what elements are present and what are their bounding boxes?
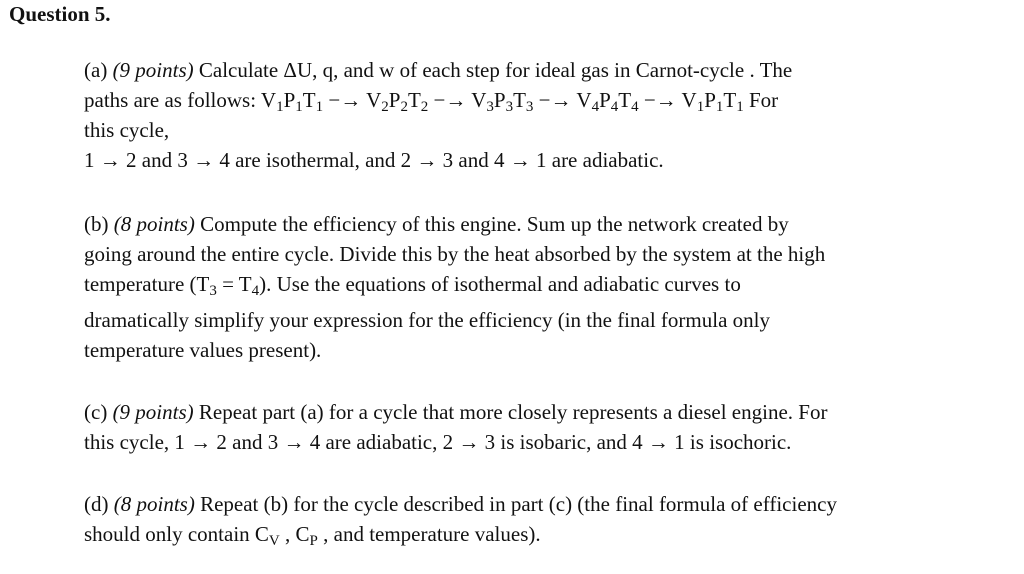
part-d-line-2-pre: should only contain C bbox=[84, 522, 269, 546]
state-variable: V bbox=[260, 88, 277, 112]
state-subscript: 1 bbox=[276, 99, 284, 115]
state-variable: V bbox=[471, 88, 487, 112]
part-a-line-1 bbox=[84, 55, 999, 85]
part-c bbox=[84, 397, 999, 457]
part-b-line-5: temperature values present). bbox=[84, 338, 322, 362]
arrow-icon: −→ bbox=[638, 88, 682, 112]
state-1 bbox=[260, 88, 324, 115]
part-d-line-2-post: , and temperature values). bbox=[317, 522, 541, 546]
state-subscript: 4 bbox=[591, 99, 600, 115]
state-variable: V bbox=[681, 88, 697, 112]
arrow-icon: −→ bbox=[323, 88, 367, 112]
carnot-path bbox=[260, 88, 744, 115]
state-subscript: 1 bbox=[315, 99, 324, 115]
part-b-line-4: dramatically simplify your expression for the efficiency (in the final formula only bbox=[84, 308, 770, 332]
part-b-points: (8 points) bbox=[113, 212, 195, 236]
question-title: Question 5. bbox=[9, 2, 111, 26]
cp-subscript: P bbox=[309, 533, 318, 549]
part-d-line-2-mid: , C bbox=[279, 522, 310, 546]
part-c-label: (c) bbox=[84, 400, 108, 424]
arrow-icon: −→ bbox=[533, 88, 577, 112]
part-a-line-3: this cycle, bbox=[84, 118, 170, 142]
part-d-line-2 bbox=[84, 519, 999, 549]
part-b-line-1 bbox=[84, 209, 999, 239]
state-subscript: 2 bbox=[400, 99, 408, 115]
part-a-line-2 bbox=[84, 85, 999, 115]
part-b-line-3-mid: = T bbox=[216, 272, 252, 296]
state-subscript: 2 bbox=[381, 99, 389, 115]
state-subscript: 3 bbox=[525, 99, 534, 115]
state-subscript: 3 bbox=[486, 99, 494, 115]
part-b-label: (b) bbox=[84, 212, 109, 236]
state-subscript: 1 bbox=[736, 99, 744, 115]
part-a bbox=[84, 55, 999, 175]
state-subscript: 1 bbox=[715, 99, 724, 115]
arrow-icon: −→ bbox=[428, 88, 472, 112]
part-b bbox=[84, 209, 999, 365]
part-a-points: (9 points) bbox=[112, 58, 194, 82]
part-d-text: Repeat (b) for the cycle described in part (c) (the final formula of efficiency bbox=[194, 492, 837, 516]
state-4 bbox=[576, 88, 639, 115]
part-c-points: (9 points) bbox=[112, 400, 194, 424]
state-variable: P bbox=[704, 88, 716, 112]
state-variable: T bbox=[302, 88, 316, 112]
state-5 bbox=[681, 88, 744, 115]
part-b-line-2: going around the entire cycle. Divide this by the heat absorbed by the system at the high bbox=[84, 242, 826, 266]
part-b-line-3-post: ). Use the equations of isothermal and adiabatic curves to bbox=[259, 272, 741, 296]
state-variable: P bbox=[283, 88, 296, 112]
state-variable: P bbox=[388, 88, 401, 112]
state-variable: P bbox=[599, 88, 611, 112]
for-word: For bbox=[743, 88, 779, 112]
part-a-label: (a) bbox=[84, 58, 108, 82]
state-subscript: 3 bbox=[505, 99, 514, 115]
part-d-label: (d) bbox=[84, 492, 109, 516]
part-a-line-4: 1 → 2 and 3 → 4 are isothermal, and 2 → 3 and 4 → 1 are adiabatic. bbox=[84, 148, 664, 172]
state-subscript: 4 bbox=[631, 99, 639, 115]
state-variable: V bbox=[366, 88, 382, 112]
part-d-points: (8 points) bbox=[113, 492, 195, 516]
state-variable: T bbox=[407, 88, 421, 112]
paths-intro: paths are as follows: bbox=[84, 88, 261, 112]
t3-subscript: 3 bbox=[209, 283, 217, 299]
state-subscript: 4 bbox=[610, 99, 619, 115]
state-variable: T bbox=[723, 88, 737, 112]
part-c-line-1 bbox=[84, 397, 999, 427]
state-3 bbox=[471, 88, 534, 115]
state-variable: V bbox=[576, 88, 592, 112]
part-b-line-3 bbox=[84, 269, 999, 299]
t4-subscript: 4 bbox=[251, 283, 260, 299]
state-subscript: 2 bbox=[420, 99, 429, 115]
part-b-text: Compute the efficiency of this engine. Sum up the network created by bbox=[194, 212, 789, 236]
state-subscript: 1 bbox=[295, 99, 303, 115]
cv-subscript: V bbox=[268, 533, 280, 549]
part-b-line-3-pre: temperature (T bbox=[84, 272, 210, 296]
state-variable: P bbox=[493, 88, 506, 112]
part-d-line-1 bbox=[84, 489, 999, 519]
state-variable: T bbox=[618, 88, 632, 112]
state-variable: T bbox=[513, 88, 526, 112]
part-d bbox=[84, 489, 999, 549]
part-c-text: Repeat part (a) for a cycle that more closely represents a diesel engine. For bbox=[193, 400, 828, 424]
part-c-line-2: this cycle, 1 → 2 and 3 → 4 are adiabatic, 2 → 3 is isobaric, and 4 → 1 is isochoric. bbox=[84, 430, 792, 454]
part-a-text: Calculate ΔU, q, and w of each step for ideal gas in Carnot-cycle . The bbox=[193, 58, 793, 82]
state-2 bbox=[366, 88, 429, 115]
state-subscript: 1 bbox=[696, 99, 705, 115]
